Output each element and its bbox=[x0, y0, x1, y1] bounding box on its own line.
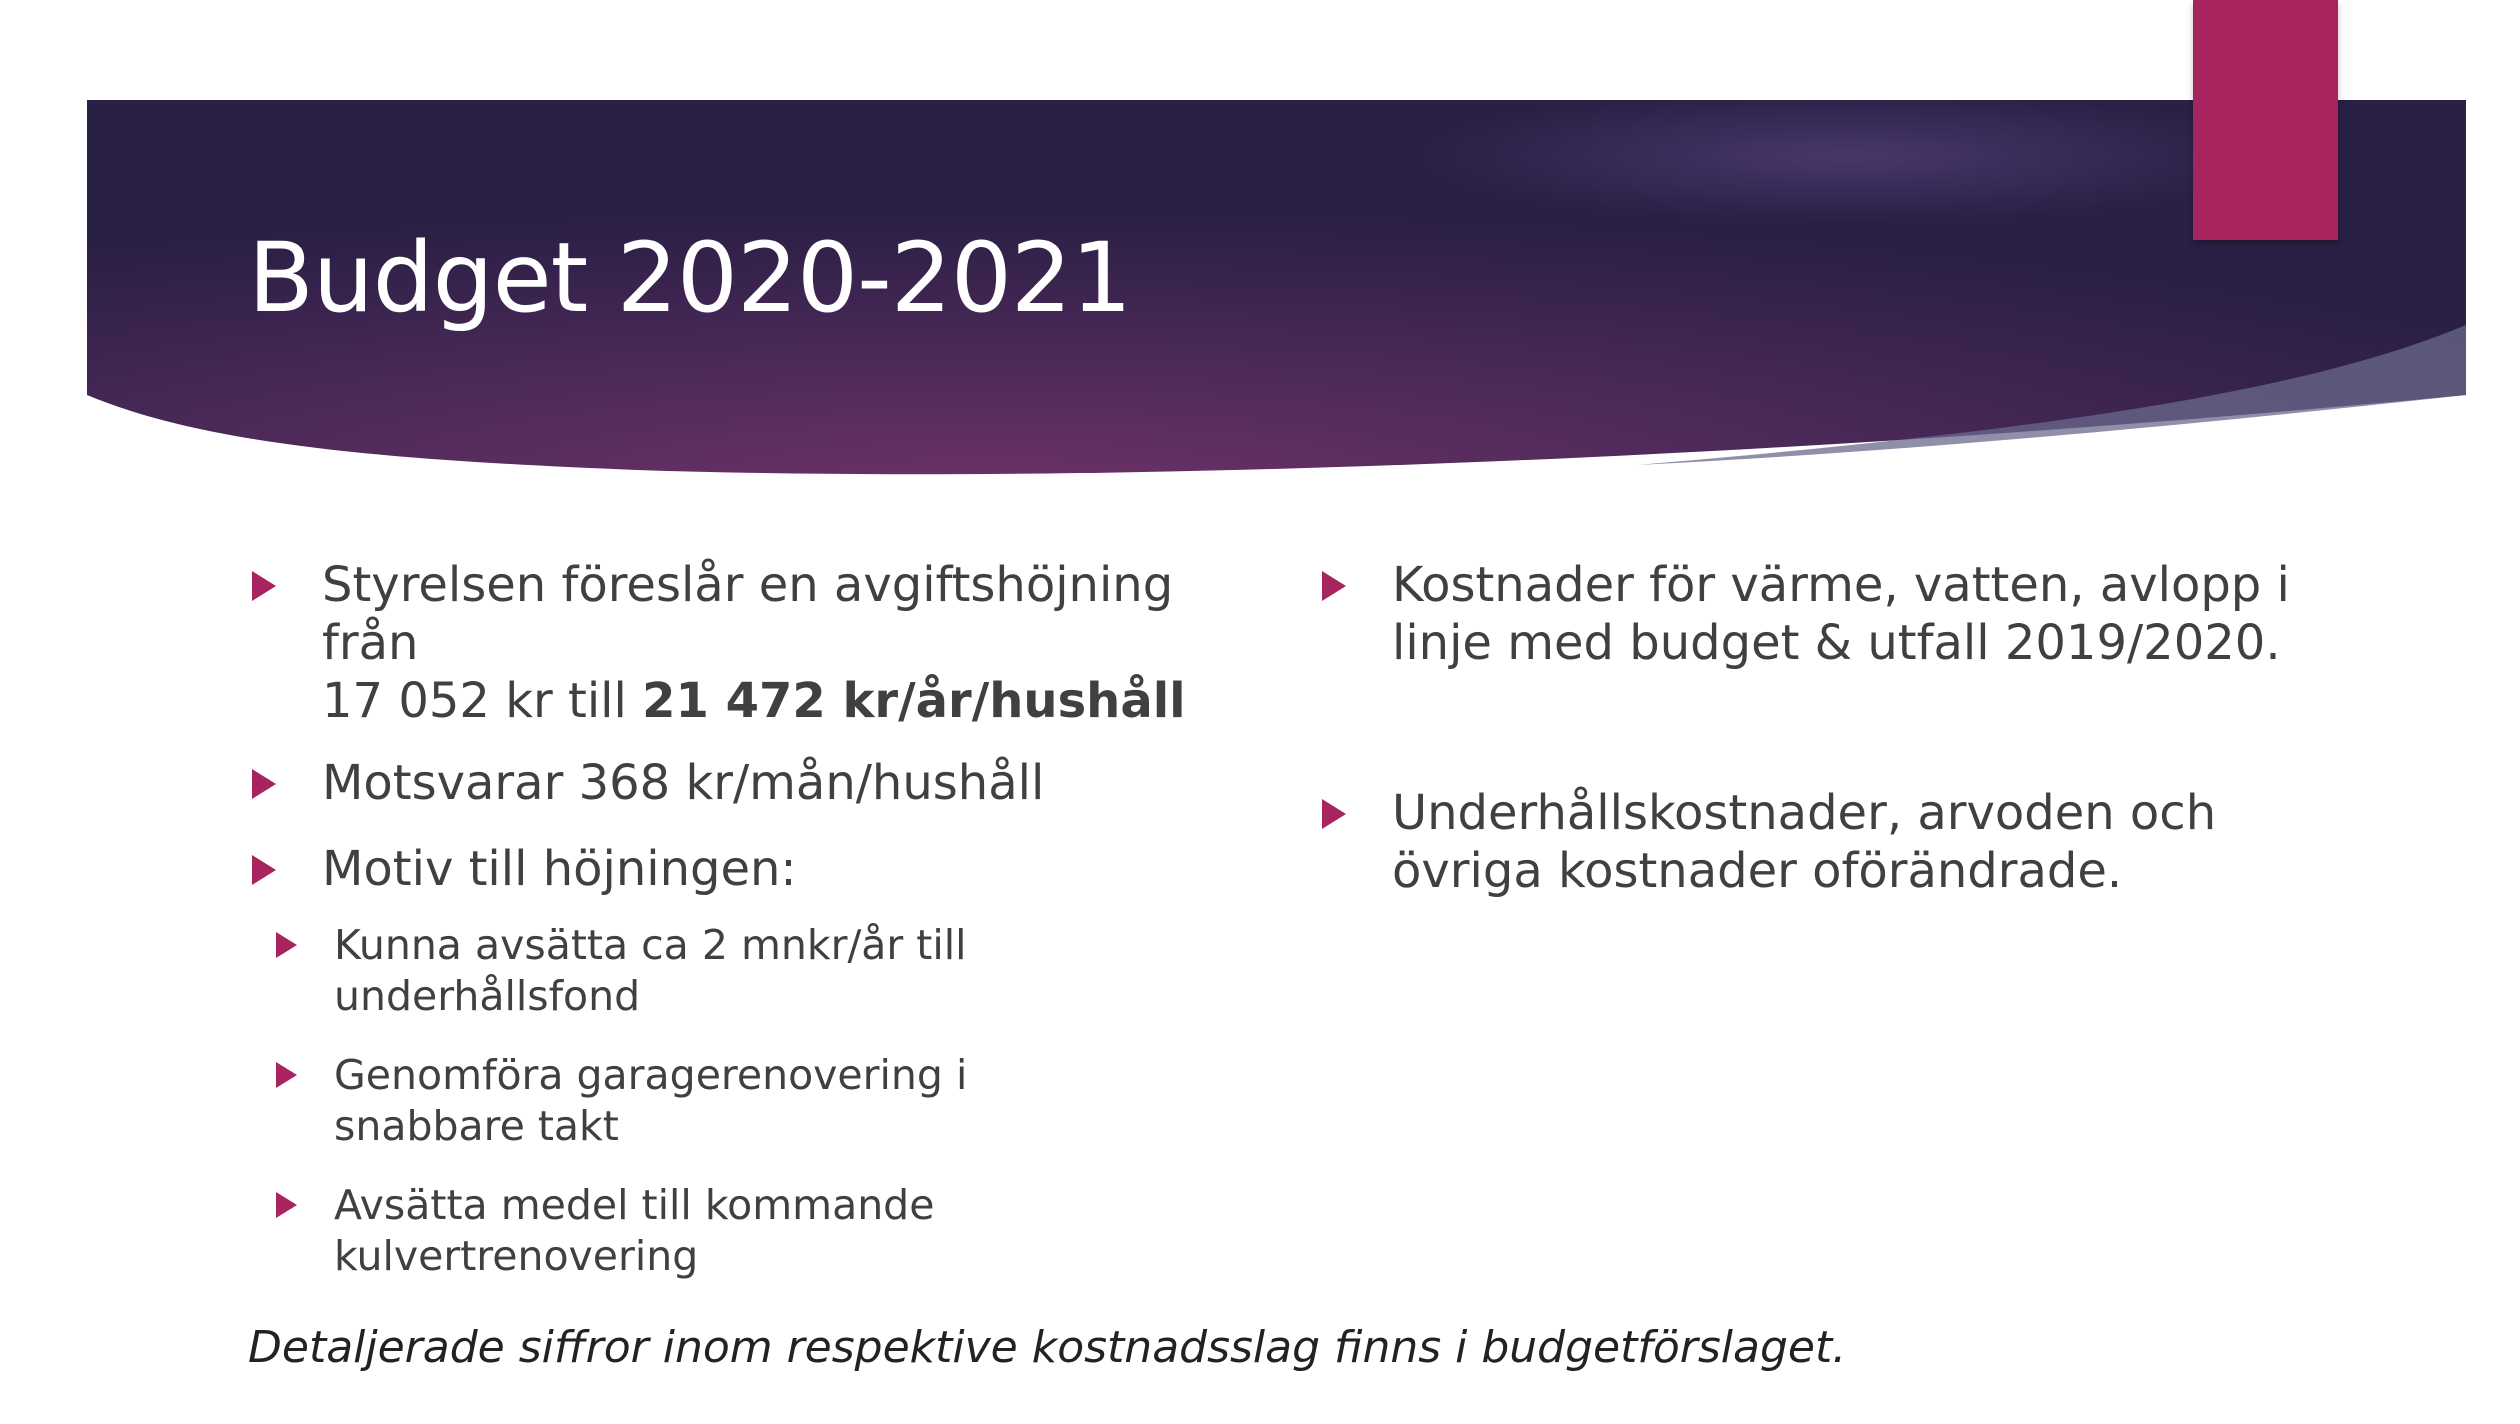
sub-bullet-text-line: Kunna avsätta ca 2 mnkr/år till bbox=[334, 921, 967, 969]
bullet-text-line: Styrelsen föreslår en avgiftshöjning från bbox=[322, 557, 1174, 671]
sub-bullet-text-line: kulvertrenovering bbox=[334, 1232, 699, 1280]
sub-bullet-text-line: snabbare takt bbox=[334, 1102, 619, 1150]
triangle-right-icon bbox=[276, 1192, 297, 1218]
bullet-text-line: Underhållskostnader, arvoden och bbox=[1392, 785, 2217, 841]
bullet-monthly bbox=[248, 754, 1268, 812]
sub-bullet-garage bbox=[174, 1050, 1268, 1152]
sub-bullet-text-line: Genomföra garagerenovering i bbox=[334, 1051, 968, 1099]
triangle-right-icon bbox=[252, 855, 276, 885]
bullet-text-bold: 21 472 kr/år/hushåll bbox=[642, 673, 1186, 729]
bullet-text-line: Kostnader för värme, vatten, avlopp i bbox=[1392, 557, 2290, 613]
bullet-text-prefix: 17 052 kr till bbox=[322, 673, 643, 729]
sub-bullet-text-line: underhållsfond bbox=[334, 972, 641, 1020]
triangle-right-icon bbox=[276, 932, 297, 958]
triangle-right-icon bbox=[1322, 799, 1346, 829]
footer-note: Detaljerade siffror inom respektive kostnadsslag finns i budgetförslaget. bbox=[248, 1322, 1847, 1373]
triangle-right-icon bbox=[276, 1062, 297, 1088]
bullet-text-line: övriga kostnader oförändrade. bbox=[1392, 843, 2123, 899]
triangle-right-icon bbox=[252, 571, 276, 601]
bullet-text-line: linje med budget & utfall 2019/2020. bbox=[1392, 615, 2281, 671]
accent-tab bbox=[2193, 0, 2338, 240]
bullet-other-costs bbox=[1318, 784, 2378, 900]
bullet-fee-increase bbox=[248, 556, 1268, 730]
sub-bullet-culvert bbox=[174, 1180, 1268, 1282]
bullet-motive bbox=[248, 840, 1268, 898]
bullet-text-line bbox=[322, 672, 1268, 730]
sub-bullet-maintenance-fund bbox=[174, 920, 1268, 1022]
left-bullet-list bbox=[248, 556, 1268, 1282]
triangle-right-icon bbox=[1322, 571, 1346, 601]
bullet-text-line: Motsvarar 368 kr/mån/hushåll bbox=[322, 755, 1045, 811]
right-bullet-list bbox=[1318, 556, 2378, 900]
triangle-right-icon bbox=[252, 769, 276, 799]
sub-bullet-text-line: Avsätta medel till kommande bbox=[334, 1181, 935, 1229]
slide-title: Budget 2020-2021 bbox=[248, 222, 1132, 334]
bullet-text-line: Motiv till höjningen: bbox=[322, 841, 797, 897]
bullet-utility-costs bbox=[1318, 556, 2378, 672]
